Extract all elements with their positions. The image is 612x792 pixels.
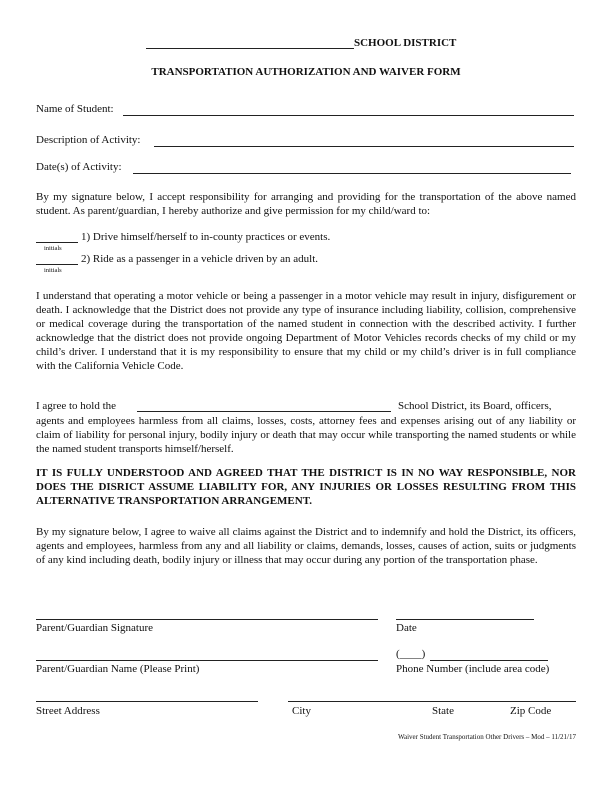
option2-initials-label: initials (44, 267, 62, 274)
option1-text: 1) Drive himself/herself to in-county practices or events. (81, 231, 331, 243)
form-title: TRANSPORTATION AUTHORIZATION AND WAIVER FORM (151, 66, 461, 78)
option1-initials-label: initials (44, 245, 62, 252)
authorization-intro: By my signature below, I accept responsibility for arranging and providing for the transportation of the above named student. As parent/guardian, I hereby authorize and give permission for my child/ward to: (36, 191, 576, 217)
hold-harmless-prefix: I agree to hold the (36, 400, 117, 412)
city-label: City (292, 705, 311, 717)
hold-harmless-rest: agents and employees harmless from all claims, losses, costs, attorney fees and expenses arising out of any liability or claim of liability for personal injury, bodily injury or death that may occur while transporting the named students or while the named student transports himself/herself. (36, 415, 576, 455)
date-line[interactable] (396, 619, 534, 620)
hold-harmless-suffix: School District, its Board, officers, (398, 400, 552, 412)
activity-description-field[interactable] (154, 146, 574, 147)
hold-harmless-district-field[interactable] (137, 411, 391, 412)
option2-initials-field[interactable] (36, 264, 78, 265)
phone-label: Phone Number (include area code) (396, 663, 550, 675)
district-name-blank[interactable] (146, 48, 354, 49)
district-title: SCHOOL DISTRICT (354, 37, 457, 49)
print-name-label: Parent/Guardian Name (Please Print) (36, 663, 200, 675)
phone-line[interactable] (430, 660, 548, 661)
activity-dates-label: Date(s) of Activity: (36, 161, 122, 173)
activity-description-label: Description of Activity: (36, 134, 141, 146)
signature-label: Parent/Guardian Signature (36, 622, 153, 634)
phone-area-code[interactable]: (____) (396, 648, 426, 660)
date-label: Date (396, 622, 417, 634)
zip-label: Zip Code (510, 705, 552, 717)
waiver-paragraph: By my signature below, I agree to waive all claims against the District and to indemnify and hold the District, its officers, agents and employees, harmless from any and all liability or claims, demands, losses, causes of action, suits or judgments of any kind including death, bodily injury or illness that may occur during any portion of the transportation phase. (36, 526, 576, 566)
signature-line[interactable] (36, 619, 378, 620)
form-footer: Waiver Student Transportation Other Drivers – Mod – 11/21/17 (397, 733, 576, 741)
option1-initials-field[interactable] (36, 242, 78, 243)
street-address-label: Street Address (36, 705, 100, 717)
understanding-paragraph: I understand that operating a motor vehicle or being a passenger in a motor vehicle may result in injury, disfigurement or death. I acknowledge that the District does not provide any type of insurance including liability, collision, comprehensive or medical coverage during the transportation of the named student in connection with the described activity. I further acknowledge that the district does not provide ongoing Department of Motor Vehicles records checks of my child or my child’s driver. I understand that it is my responsibility to ensure that my child or my child’s driver is in full compliance with the California Vehicle Code. (36, 290, 576, 372)
state-label: State (432, 705, 454, 717)
activity-dates-field[interactable] (133, 173, 571, 174)
street-address-line[interactable] (36, 701, 258, 702)
student-name-label: Name of Student: (36, 103, 114, 115)
print-name-line[interactable] (36, 660, 378, 661)
option2-text: 2) Ride as a passenger in a vehicle driven by an adult. (81, 253, 319, 265)
liability-statement: IT IS FULLY UNDERSTOOD AND AGREED THAT THE DISTRICT IS IN NO WAY RESPONSIBLE, NOR DOES THE DISRICT ASSUME LIABILITY FOR, ANY INJURIES OR LOSSES RESULTING FROM THIS ALTERNATIVE TRANSPORTATION ARRANGEMENT. (36, 467, 576, 507)
city-state-zip-line[interactable] (288, 701, 576, 702)
student-name-field[interactable] (123, 115, 574, 116)
